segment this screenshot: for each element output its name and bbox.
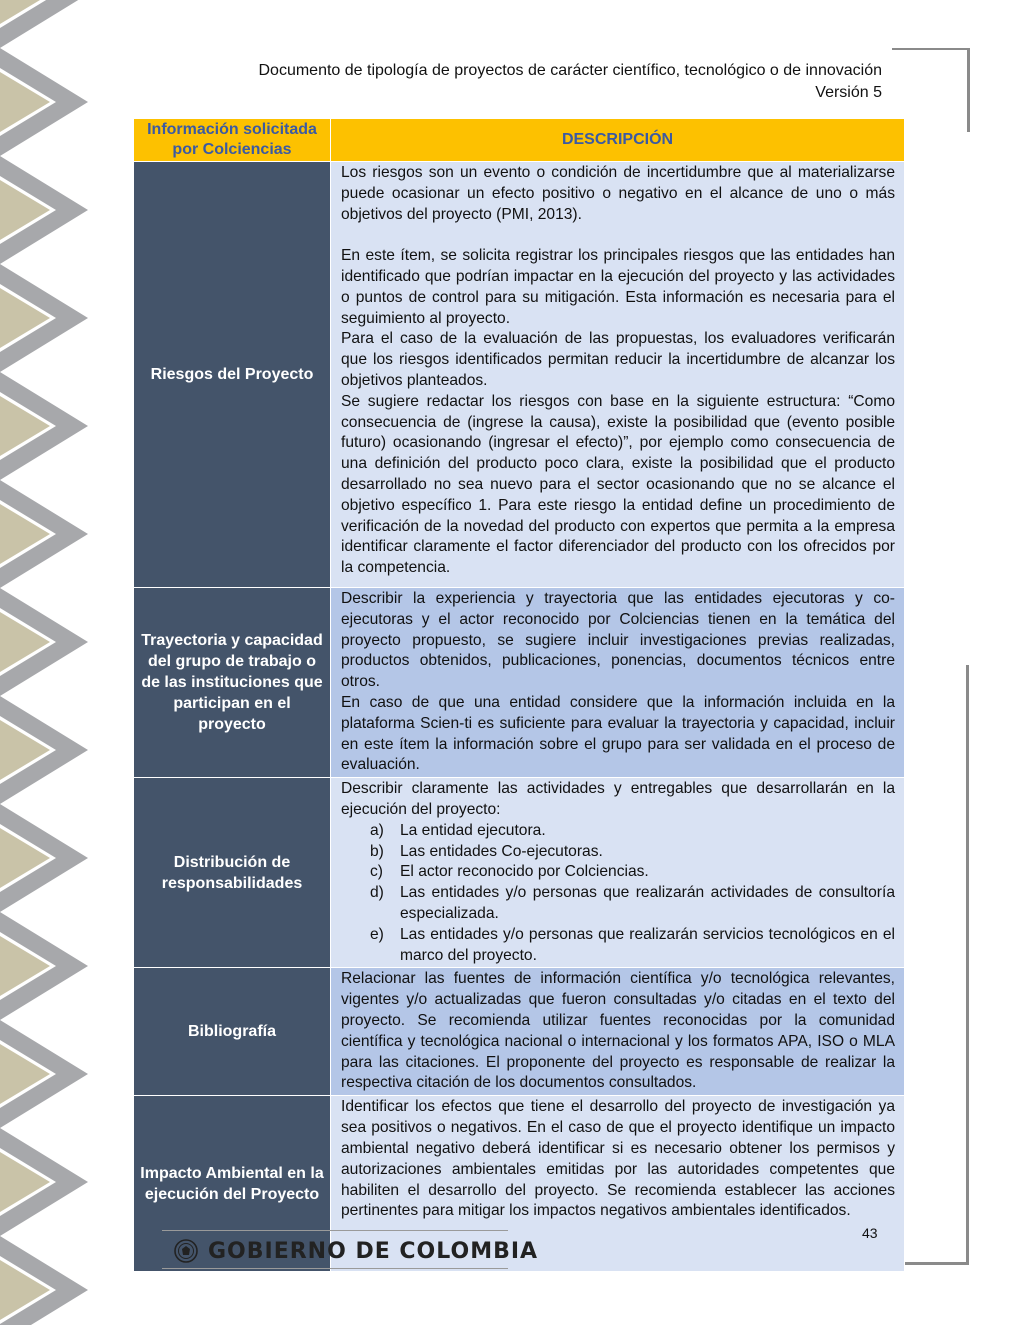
table-row — [134, 778, 905, 968]
table-row — [134, 162, 905, 588]
paragraph: Los riesgos son un evento o condición de incertidumbre que al materializarse puede ocasionar un efecto positivo o negativo en el alcance de uno o más objetivos del proyecto (PMI, 2013). — [341, 164, 895, 223]
row-label-trayectoria: Trayectoria y capacidad del grupo de trabajo o de las instituciones que participan en el proyecto — [134, 588, 331, 778]
header-title: Documento de tipología de proyectos de carácter científico, tecnológico o de innovación — [258, 62, 882, 79]
footer-divider-top — [162, 1230, 508, 1231]
list-item — [370, 842, 895, 863]
paragraph: Relacionar las fuentes de información científica y/o tecnológica relevantes, vigentes y/o actualizadas que fueron consultadas y/o citadas en el texto del proyecto. Se recomienda utilizar fuentes reconocidas por la comunidad científica y tecnológica nacional o internacional y los formatos APA, ISO o MLA para las citaciones. El proponente del proyecto es responsable de realizar la respectiva citación de los documentos consultados. — [341, 970, 895, 1092]
list-item — [370, 883, 895, 925]
colombia-seal-icon — [174, 1239, 198, 1263]
column-header-description: DESCRIPCIÓN — [331, 119, 905, 162]
paragraph: Identificar los efectos que tiene el desarrollo del proyecto de investigación ya sea positivos o negativos. En el caso de que el proyecto identifique un impacto ambiental negativo deberá identificar si es necesario obtener los permisos y autorizaciones ambientales emitidas por las autoridades competentes que habiliten el desarrollo del proyecto. Se recomienda establecer las acciones pertinentes para mitigar los impactos negativos ambientales identificados. — [341, 1098, 895, 1220]
row-description-riesgos — [331, 162, 905, 588]
list-item — [370, 862, 895, 883]
paragraph: En este ítem, se solicita registrar los principales riesgos que las entidades han identificado que podrían impactar en la ejecución del proyecto y las actividades o puntos de control para su mitigación. Esta información es necesaria para el seguimiento al proyecto. — [341, 247, 895, 327]
list-marker: b) — [370, 842, 384, 860]
list-item-text: El actor reconocido por Colciencias. — [400, 863, 649, 881]
list-item-text: Las entidades y/o personas que realizarán servicios tecnológicos en el marco del proyecto. — [400, 925, 895, 964]
list-marker: a) — [370, 821, 384, 839]
footer-divider-bottom — [162, 1268, 508, 1269]
row-label-distribucion: Distribución de responsabilidades — [134, 778, 331, 968]
paragraph: En caso de que una entidad considere que la información incluida en la plataforma Scien-ti es suficiente para evaluar la trayectoria y capacidad, incluir en este ítem la información sobre el grupo para ser validada en el proceso de evaluación. — [341, 693, 895, 774]
header-version: Versión 5 — [815, 84, 882, 101]
page-number: 43 — [862, 1225, 878, 1241]
column-header-info: Información solicitada por Colciencias — [134, 119, 331, 162]
row-description-bibliografia — [331, 968, 905, 1096]
corner-bracket-side — [966, 665, 969, 1265]
responsibilities-list — [341, 821, 895, 967]
paragraph: Se sugiere redactar los riesgos con base en la siguiente estructura: “Como consecuencia de (ingrese la causa), existe la posibilidad que (evento posible futuro) ocasionando (ingresar el efecto)”, por ejemplo como consecuencia de una definición del producto poco clara, existe la posibilidad que el producto desarrollado no sea nuevo para el sector ocasionando que no se alcance el objetivo específico 1. Para este riesgo la entidad define un procedimiento de verificación de la novedad del producto con expertos que permita a la empresa identificar claramente el factor diferenciador del producto con los ofrecidos por la competencia. — [341, 392, 895, 577]
list-marker: c) — [370, 863, 383, 881]
row-label-impacto-ambiental: Impacto Ambiental en la ejecución del Proyecto — [134, 1096, 331, 1272]
row-description-trayectoria — [331, 588, 905, 778]
row-label-bibliografia: Bibliografía — [134, 968, 331, 1096]
row-label-riesgos: Riesgos del Proyecto — [134, 162, 331, 588]
list-item — [370, 821, 895, 842]
list-item-text: Las entidades y/o personas que realizarán actividades de consultoría especializada. — [400, 884, 895, 922]
list-item-text: Las entidades Co-ejecutoras. — [400, 842, 603, 860]
row-description-distribucion — [331, 778, 905, 968]
table-header-row — [134, 119, 905, 162]
decorative-chevron-strip — [0, 0, 92, 1325]
document-header — [259, 60, 883, 104]
paragraph: Para el caso de la evaluación de las propuestas, los evaluadores verificarán que los riesgos identificados permitan reducir la incertidumbre de alcanzar los objetivos planteados. — [341, 330, 895, 389]
table-row — [134, 588, 905, 778]
paragraph: Describir claramente las actividades y entregables que desarrollarán en la ejecución del proyecto: — [341, 780, 895, 818]
description-table — [133, 118, 905, 1272]
footer-logo — [174, 1237, 538, 1265]
list-marker: d) — [370, 884, 384, 902]
list-item-text: La entidad ejecutora. — [400, 821, 546, 839]
paragraph: Describir la experiencia y trayectoria que las entidades ejecutoras y co-ejecutoras y el actor reconocido por Colciencias tienen en la temática del proyecto propuesto, se sugiere incluir investigaciones previas realizadas, productos obtenidos, publicaciones, ponencias, documentos técnicos entre otros. — [341, 590, 895, 691]
government-logo-text: GOBIERNO DE COLOMBIA — [208, 1238, 539, 1264]
list-marker: e) — [370, 925, 384, 943]
table-row — [134, 968, 905, 1096]
list-item — [370, 925, 895, 967]
